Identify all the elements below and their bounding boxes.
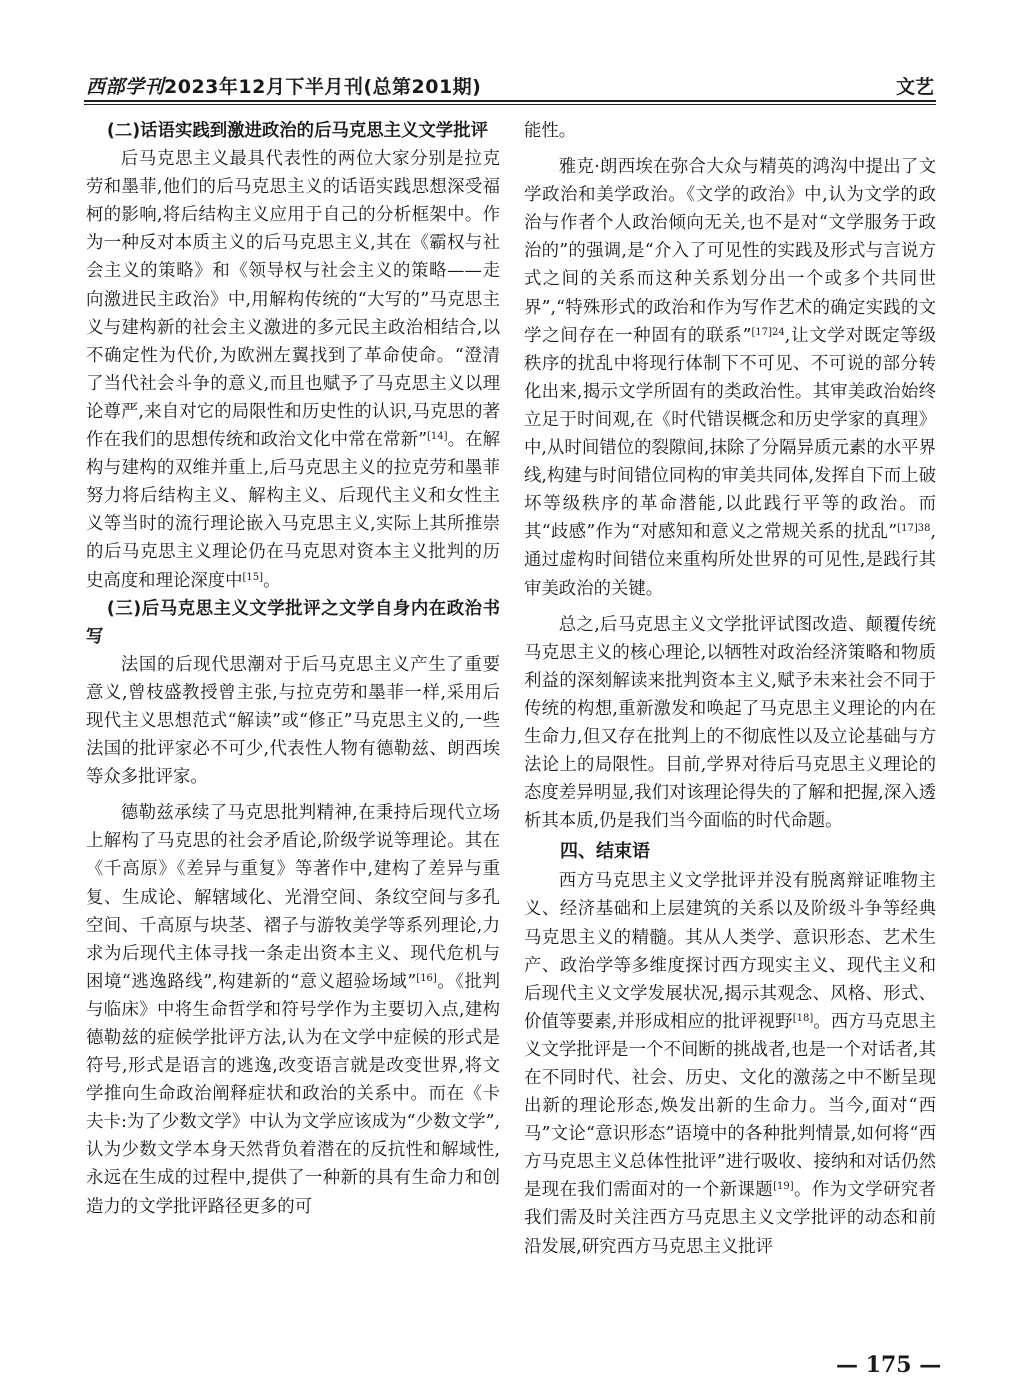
paragraph-text: 。: [263, 570, 281, 591]
page-number: — 175 —: [836, 1352, 942, 1378]
citation: [15]: [242, 571, 264, 583]
subsection-heading-3: (三)后马克思主义文学批评之文学自身内在政治书写: [86, 598, 500, 647]
journal-brand: 西部学刊: [86, 76, 165, 98]
running-header: [86, 72, 934, 98]
paragraph-text: 西方马克思主义文学批评并没有脱离辩证唯物主义、经济基础和上层建筑的关系以及阶级斗争等经典马克思主义的精髓。其从人类学、意识形态、艺术生产、政治学等多维度探讨西方现实主义、现代主义和后现代主义文学发展状况,揭示其观念、风格、形式、价值等要素,并形成相应的批评视野: [524, 871, 936, 1032]
paragraph: [86, 145, 500, 595]
paragraph-text: 后马克思主义最具代表性的两位大家分别是拉克劳和墨菲,他们的后马克思主义的话语实践思想深受福柯的影响,将后结构主义应用于自己的分析框架中。作为一种反对本质主义的后马克思主义,其在《霸权与社会主义的策略》和《领导权与社会主义的策略——走向激进民主政治》中,用解构传统的“大写的”马克思主义与建构新的社会主义激进的多元民主政治相结合,以不确定性为代价,为欧洲左翼找到了革命使命。“澄清了当代社会斗争的意义,而且也赋予了马克思主义以理论尊严,来自对它的局限性和历史性的认识,马克思的著作在我们的思想传统和政治文化中常在常新”: [86, 149, 500, 451]
spacer: [524, 603, 936, 611]
paragraph-text: 。在解构与建构的双维并重上,后马克思主义的拉克劳和墨菲努力将后结构主义、解构主义、后现代主义和女性主义等当时的流行理论嵌入马克思主义,实际上其所推崇的后马克思主义理论仍在马克思对资本主义批判的历史高度和理论深度中: [86, 430, 500, 591]
header-rule-thick: [84, 100, 936, 102]
paragraph-text: 。《批判与临床》中将生命哲学和符号学作为主要切入点,建构德勒兹的症候学批评方法,认为在文学中症候的形式是符号,形式是语言的逃逸,改变语言就是改变世界,将文学推向生命政治阐释症状和政治的关系中。而在《卡夫卡:为了少数文学》中认为文学应该成为“少数文学”,认为少数文学本身天然背负着潜在的反抗性和解域性,永远在生成的过程中,提供了一种新的具有生命力和创造力的文学批评路径更多的可: [86, 971, 500, 1217]
paragraph-text: 。西方马克思主义文学批评是一个不间断的挑战者,也是一个对话者,其在不同时代、社会、历史、文化的激荡之中不断呈现出新的理论形态,焕发出新的生命力。当今,面对“西马”文论“意识形态”语境中的各种批判情景,如何将“西方马克思主义总体性批评”进行吸收、接纳和对话仍然是现在我们需面对的一个新课题: [524, 1011, 936, 1201]
paragraph: 法国的后现代思潮对于后马克思主义产生了重要意义,曾枝盛教授曾主张,与拉克劳和墨菲一样,采用后现代主义思想范式“解读”或“修正”马克思主义的,一些法国的批评家必不可少,代表性人物有德勒兹、朗西埃等众多批评家。: [86, 654, 500, 788]
left-column: [86, 117, 500, 1221]
subsection-heading-2: (二)话语实践到激进政治的后马克思主义文学批评: [106, 121, 488, 141]
paragraph: [86, 799, 500, 1220]
paragraph-continued: 能性。: [524, 121, 577, 141]
paragraph-text: 。作为文学研究者我们需及时关注西方马克思主义文学批评的动态和前沿发展,研究西方马克思主义批评: [524, 1180, 936, 1257]
right-column: [524, 117, 936, 1261]
citation: [14]: [427, 431, 448, 443]
journal-title: [86, 72, 481, 99]
citation: [17]24: [751, 326, 785, 338]
journal-issue: 2023年12月下半月刊(总第201期): [164, 76, 482, 98]
paragraph-text: 德勒兹承续了马克思批判精神,在秉持后现代立场上解构了马克思的社会矛盾论,阶级学说等理论。其在《千高原》《差异与重复》等著作中,建构了差异与重复、生成论、解辖域化、光滑空间、条纹空间与多孔空间、千高原与块茎、褶子与游牧美学等系列理论,力求为后现代主体寻找一条走出资本主义、现代危机与困境“逃逸路线”,构建新的“意义超验场域”: [86, 803, 500, 992]
section-heading-conclusion: 四、结束语: [560, 841, 650, 863]
header-rule-thin: [84, 104, 936, 105]
paragraph-text: ,通过虚构时间错位来重构所处世界的可见性,是践行其审美政治的关键。: [524, 522, 936, 599]
paragraph: 总之,后马克思主义文学批评试图改造、颠覆传统马克思主义的核心理论,以牺牲对政治经济策略和物质利益的深刻解读来批判资本主义,赋予未来社会不同于传统的构想,重新激发和唤起了马克思主义理论的内在生命力,但又存在批判上的不彻底性以及立论基础与方法论上的局限性。目前,学界对待后马克思主义理论的态度差异明显,我们对该理论得失的了解和把握,深入透析其本质,仍是我们当今面临的时代命题。: [524, 614, 936, 832]
citation: [18]: [792, 1012, 814, 1024]
citation: [16]: [416, 972, 437, 984]
paragraph-text: 雅克·朗西埃在弥合大众与精英的鸿沟中提出了文学政治和美学政治。《文学的政治》中,认为文学的政治与作者个人政治倾向无关,也不是对“文学服务于政治的”的强调,是“介入了可见性的实践及形式与言说方式之间的关系而这种关系划分出一个或多个共同世界”,“特殊形式的政治和作为写作艺术的确定实践的文学之间存在一种固有的联系”: [524, 157, 936, 346]
spacer: [86, 791, 500, 799]
paragraph-text: ,让文学对既定等级秩序的扰乱中将现行体制下不可见、不可说的部分转化出来,揭示文学所固有的类政治性。其审美政治始终立足于时间观,在《时代错误概念和历史学家的真理》中,从时间错位的裂隙间,抹除了分隔异质元素的水平界线,构建与时间错位同构的审美共同体,发挥自下而上破坏等级秩序的革命潜能,以此践行平等的政治。而其“歧感”作为“对感知和意义之常规关系的扰乱”: [524, 325, 936, 543]
citation: [17]38: [897, 523, 931, 535]
paragraph: [524, 153, 936, 603]
section-label: 文艺: [895, 76, 934, 98]
spacer: [524, 145, 936, 153]
paragraph: [524, 867, 936, 1260]
citation: [19]: [773, 1181, 794, 1193]
